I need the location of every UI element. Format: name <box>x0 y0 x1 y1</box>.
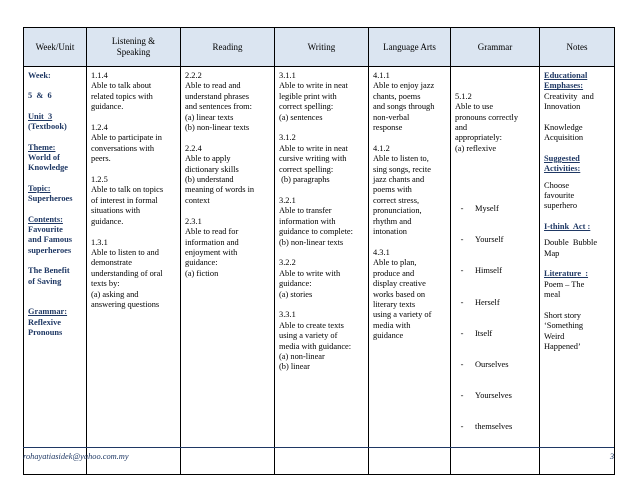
header-row <box>24 28 615 67</box>
reflexive-pronoun-list <box>455 183 536 454</box>
col-header-reading: Reading <box>181 28 275 67</box>
topic-label: Topic: <box>28 183 51 193</box>
footer-email: rohayatiasidek@yahoo.com.my <box>23 452 129 461</box>
list-item: - Ourselves <box>460 359 509 369</box>
col-header-grammar: Grammar <box>451 28 540 67</box>
col-header-writing: Writing <box>275 28 369 67</box>
week-cell <box>24 67 87 475</box>
contents-value-2: The Benefit of Saving <box>28 266 70 286</box>
language-arts-cell: 4.1.1 Able to enjoy jazz chants, poems and songs through non-verbal response 4.1.2 Able to listen to, sing songs, recite jazz chants and poems with correct stress, pronunciation, rhythm and intonation 4.3.1 Able to plan, produce and display creative works based on literary texts using a variety of media with guidance <box>369 67 451 475</box>
literature-value: Poem – The meal Short story ‘Something Weird Happened’ <box>544 279 585 351</box>
list-item: - Yourselves <box>460 391 512 401</box>
content-row <box>24 67 615 475</box>
col-header-language-arts: Language Arts <box>369 28 451 67</box>
col-header-week: Week/Unit <box>24 28 87 67</box>
unit-label: Unit 3 <box>28 111 53 121</box>
educational-emphases-value: Creativity and Innovation Knowledge Acquisition <box>544 91 594 143</box>
page-number: 3 <box>609 452 614 461</box>
lesson-plan-table <box>23 27 615 475</box>
list-item: - Herself <box>460 297 500 307</box>
col-header-listening: Listening & Speaking <box>87 28 181 67</box>
suggested-activities-value: Choose favourite superhero <box>544 180 578 211</box>
notes-cell <box>540 67 615 475</box>
i-think-label: I-think Act : <box>544 221 591 231</box>
listening-speaking-cell: 1.1.4 Able to talk about related topics with guidance. 1.2.4 Able to participate in conversations with peers. 1.2.5 Able to talk on topics of interest in formal situations with guidance. 1.3.1 Able to listen to and demonstrate understanding of oral texts by: (a) asking and answering questions <box>87 67 181 475</box>
list-item: - Myself <box>460 203 499 213</box>
i-think-value: Double Bubble Map <box>544 238 598 258</box>
list-item: - Itself <box>460 328 493 338</box>
theme-label: Theme: <box>28 142 56 152</box>
list-item: - themselves <box>460 422 513 432</box>
contents-label: Contents: <box>28 214 63 224</box>
topic-value: Superheroes <box>28 194 73 204</box>
list-item: - Yourself <box>460 235 504 245</box>
unit-value: (Textbook) <box>28 122 67 132</box>
footer-divider <box>23 447 614 448</box>
week-label: Week: <box>28 71 51 80</box>
theme-value: World of Knowledge <box>28 153 69 173</box>
suggested-activities-label: Suggested Activities: <box>544 153 581 174</box>
grammar-label: Grammar: <box>28 307 68 317</box>
grammar-value: Reflexive Pronouns <box>28 317 63 337</box>
writing-cell: 3.1.1 Able to write in neat legible print with correct spelling: (a) sentences 3.1.2 Able to write in neat cursive writing with correct spelling: (b) paragraphs 3.2.1 Able to transfer information with guidance to complete: (b) non-linear texts 3.2.2 Able to write with guidance: (a) stories 3.3.1 Able to create texts using a variety of media with guidance: (a) non-linear (b) linear <box>275 67 369 475</box>
literature-label: Literature : <box>544 269 589 279</box>
col-header-notes: Notes <box>540 28 615 67</box>
contents-value: Favourite and Famous superheroes <box>28 225 72 255</box>
week-value: 5 & 6 <box>28 91 52 101</box>
list-item: - Himself <box>460 266 502 276</box>
educational-emphases-label: Educational Emphases: <box>544 71 588 91</box>
grammar-cell <box>451 67 540 475</box>
grammar-text: 5.1.2 Able to use pronouns correctly and appropriately: (a) reflexive <box>455 91 519 153</box>
reading-cell: 2.2.2 Able to read and understand phrases and sentences from: (a) linear texts (b) non-linear texts 2.2.4 Able to apply dictionary skills (b) understand meaning of words in context 2.3.1 Able to read for information and enjoyment with guidance: (a) fiction <box>181 67 275 475</box>
